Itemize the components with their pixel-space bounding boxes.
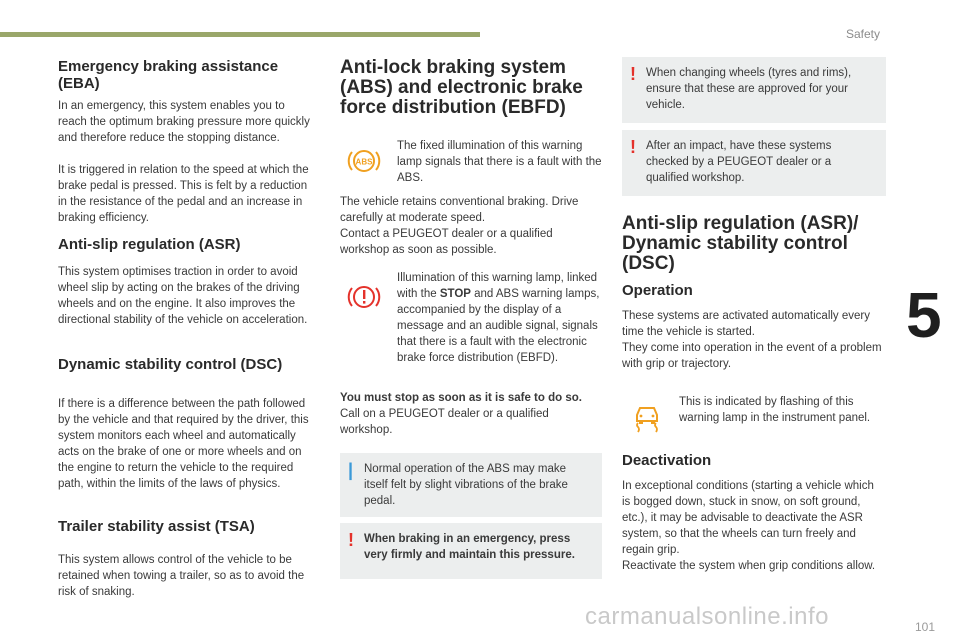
abs-warning-lamp-icon — [346, 146, 382, 181]
warning-note-impact — [622, 130, 886, 196]
asr-dsc-heading: Anti-slip regulation (ASR)/ Dynamic stability control (DSC) — [622, 213, 859, 274]
operation-paragraph-2: They come into operation in the event of a problem with grip or trajectory. — [622, 342, 882, 370]
eba-paragraph-2: It is triggered in relation to the speed at which the brake pedal is pressed. This is felt by a reduction in the resistance of the pedal and an increase in braking efficiency. — [58, 164, 309, 224]
impact-note-text: After an impact, have these systems checked by a PEUGEOT dealer or a qualified workshop. — [646, 140, 832, 184]
warning-icon: ! — [630, 64, 636, 84]
eba-paragraph: In an emergency, this system enables you to reach the optimum braking pressure more quickly and therefore reduce the stopping distance. — [58, 100, 310, 144]
ebfd-lamp-text-b: and ABS warning lamps, accompanied by the display of a message and an audible signal, signals that there is a fault with the electronic brake force distribution (EBFD). — [397, 288, 600, 364]
ebfd-lamp-text-a: Illumination of this warning lamp, linked with the — [397, 272, 598, 300]
brake-warning-lamp-icon — [346, 282, 382, 317]
info-note-abs-vibration — [340, 453, 602, 517]
call-dealer-text: Call on a PEUGEOT dealer or a qualified workshop. — [340, 408, 549, 436]
contact-dealer-text: Contact a PEUGEOT dealer or a qualified workshop as soon as possible. — [340, 228, 553, 256]
watermark: carmanualsonline.info — [585, 603, 829, 630]
asr-heading: Anti-slip regulation (ASR) — [58, 236, 241, 253]
dsc-heading: Dynamic stability control (DSC) — [58, 356, 283, 373]
warning-note-text: When braking in an emergency, press very firmly and maintain this pressure. — [364, 533, 575, 561]
tsa-paragraph: This system allows control of the vehicle to be retained when towing a trailer, so as to avoid the risk of snaking. — [58, 554, 305, 598]
tsa-heading: Trailer stability assist (TSA) — [58, 518, 255, 535]
dsc-flash-text: This is indicated by flashing of this warning lamp in the instrument panel. — [679, 396, 871, 424]
abs-heading: Anti-lock braking system (ABS) and electronic brake force distribution (EBFD) — [340, 57, 583, 118]
deactivation-paragraph-2: Reactivate the system when grip conditions allow. — [622, 560, 876, 572]
must-stop-text: You must stop as soon as it is safe to do so. — [340, 392, 582, 404]
dsc-paragraph: If there is a difference between the path followed by the vehicle and that required by the driver, this system monitors each wheel and automatically acts on the brake of one or more wheels and on the engine to return the vehicle to the required path, within the limits of the laws of physics. — [58, 398, 309, 490]
retains-braking-text: The vehicle retains conventional braking. Drive carefully at moderate speed. — [340, 196, 579, 224]
svg-text:ABS: ABS — [355, 157, 373, 167]
info-icon: | — [348, 460, 354, 480]
section-title: Safety — [846, 27, 881, 41]
warning-note-wheels — [622, 57, 886, 123]
warning-icon: ! — [630, 137, 636, 157]
operation-heading: Operation — [622, 282, 693, 299]
chapter-number: 5 — [906, 279, 942, 351]
operation-paragraph: These systems are activated automatically every time the vehicle is started. — [622, 310, 870, 338]
warning-note-emergency-braking — [340, 523, 602, 579]
abs-lamp-text: The fixed illumination of this warning lamp signals that there is a fault with the ABS. — [397, 140, 602, 184]
eba-heading: Emergency braking assistance (EBA) — [58, 58, 279, 92]
deactivation-heading: Deactivation — [622, 452, 712, 469]
asr-paragraph: This system optimises traction in order to avoid wheel slip by acting on the brakes of the driving wheels and on the engine. It also improves the directional stability of the vehicle on acceleration. — [58, 266, 308, 326]
stop-label: STOP — [439, 288, 471, 300]
page-number: 101 — [915, 620, 936, 634]
dsc-skid-warning-lamp-icon — [630, 400, 664, 439]
info-note-text: Normal operation of the ABS may make itself felt by slight vibrations of the brake pedal. — [364, 463, 568, 507]
ebfd-lamp-text — [397, 270, 602, 366]
wheels-note-text: When changing wheels (tyres and rims), ensure that these are approved for your vehicle. — [646, 67, 852, 111]
header-accent-bar — [0, 32, 480, 37]
deactivation-paragraph: In exceptional conditions (starting a vehicle which is bogged down, stuck in snow, on soft ground, etc.), it may be advisable to deactivate the ASR system, so that the wheels can turn freely and regain grip. — [622, 480, 874, 556]
warning-icon: ! — [348, 530, 354, 550]
